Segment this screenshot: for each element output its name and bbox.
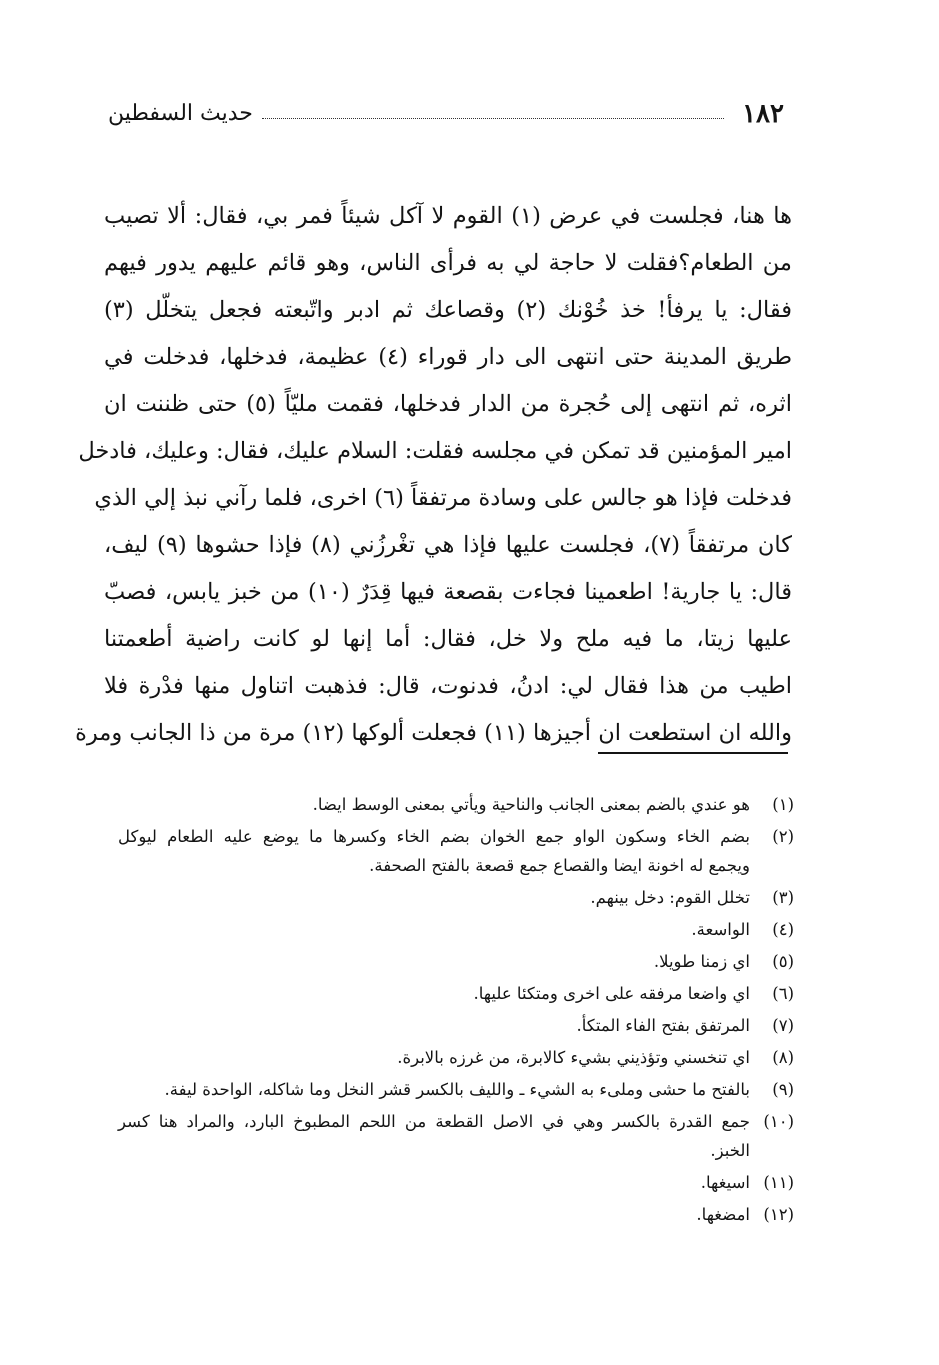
footnote-text: تخلل القوم: دخل بينهم. (590, 888, 750, 907)
page-header (108, 96, 784, 132)
footnote-text: الخبز. (710, 1141, 750, 1160)
footnote-text: اي زمنا طويلا. (653, 952, 750, 971)
footnote-item (118, 1168, 794, 1197)
footnote-text: اي تنخسني وتؤذيني بشيء كالابرة، من غرزه بالابرة. (397, 1048, 750, 1067)
footnote-number: (١٢) (763, 1205, 794, 1224)
text-line: اطيب من هذا فقال لي: ادنُ، فدنوت، قال: فذهبت اتناول منها فدْرة فلا (104, 673, 792, 699)
footnote-text: جمع القدرة بالكسر وهي في الاصل القطعة من اللحم المطبوخ البارد، والمراد هنا كسر (118, 1112, 750, 1131)
footnote-text: بضم الخاء وسكون الواو جمع الخوان بضم الخاء وكسرها ما يوضع عليه الطعام ليوكل (118, 827, 750, 846)
footnote-item (118, 790, 794, 819)
footnote-item (118, 1043, 794, 1072)
text-line: طريق المدينة حتى انتهى الى دار قوراء (٤) عظيمة، فدخلها، فدخلت في (104, 344, 792, 370)
footnote-item (118, 1075, 794, 1104)
footnote-text: هو عندي بالضم بمعنى الجانب والناحية ويأتي بمعنى الوسط ايضا. (312, 795, 750, 814)
footnote-number: (٨) (772, 1048, 794, 1067)
footnote-number: (١١) (763, 1173, 794, 1192)
footnote-item (118, 915, 794, 944)
footnote-item (118, 947, 794, 976)
footnote-text: المرتفق بفتح الفاء المتكأ. (576, 1016, 750, 1035)
footnote-number: (١٠) (763, 1112, 794, 1131)
main-text (75, 193, 792, 757)
footnote-text: بالفتح ما حشى وملىء به الشيء ـ والليف بالكسر قشر النخل وما شاكله، الواحدة ليفة. (164, 1080, 750, 1099)
footnote-text: الواسعة. (691, 920, 750, 939)
footnote-number: (٤) (772, 920, 794, 939)
footnote-item (118, 883, 794, 912)
footnote-number: (١) (772, 795, 794, 814)
footnote-number: (٦) (772, 984, 794, 1003)
text-line: فدخلت فإذا هو جالس على وسادة مرتفقاً (٦) اخرى، فلما رآني نبذ إلي الذي (94, 485, 792, 511)
footnote-number: (٩) (772, 1080, 794, 1099)
footnotes (118, 790, 794, 1232)
footnote-item (118, 822, 794, 880)
footnote-number: (٧) (772, 1016, 794, 1035)
footnote-text: امضغها. (696, 1205, 750, 1224)
footnote-item (118, 979, 794, 1008)
footnote-item (118, 1107, 794, 1165)
footnote-separator (598, 752, 788, 754)
footnote-text: اي واضعا مرفقه على اخرى ومتكئا عليها. (473, 984, 750, 1003)
running-title: حديث السفطين (108, 101, 253, 126)
footnote-number: (٥) (772, 952, 794, 971)
text-line: اثره، ثم انتهى إلى حُجرة من الدار فدخلها، فقمت مليّاً (٥) حتى ظننت ان (104, 391, 792, 417)
footnote-number: (٢) (772, 827, 794, 846)
footnote-item (118, 1011, 794, 1040)
text-line: كان مرتفقاً (٧)، فجلست عليها فإذا هي تغْرزُني (٨) فإذا حشوها (٩) ليف، (104, 532, 792, 558)
text-line: ها هنا، فجلست في عرض (١) القوم لا آكل شيئاً فمر بي، فقال: ألا تصيب (104, 203, 792, 229)
text-line: قال: يا جارية! اطعمينا فجاءت بقصعة فيها قِدَرٌ (١٠) من خبز يابس، فصبّ (104, 579, 792, 605)
footnote-text: اسيغها. (700, 1173, 750, 1192)
text-line: فقال: يا يرفأ! خذ خُوْنك (٢) وقصاعك ثم ادبر واتّبعته فجعل يتخلّل (٣) (104, 297, 792, 323)
text-line: عليها زيتا، ما فيه ملح ولا خل، فقال: أما إنها لو كانت راضية أطعمتنا (104, 626, 792, 652)
text-line: من الطعام؟فقلت لا حاجة لي به فرأى الناس، وهو قائم عليهم يدور فيهم (104, 250, 792, 276)
page-number: ١٨٢ (742, 99, 784, 129)
footnote-item (118, 1200, 794, 1229)
footnote-number: (٣) (772, 888, 794, 907)
footnote-text: ويجمع له اخونة ايضا والقصاع جمع قصعة بالفتح الصحفة. (369, 856, 750, 875)
text-line: امير المؤمنين قد تمكن في مجلسه فقلت: السلام عليك، فقال: وعليك، فادخل (78, 438, 792, 464)
header-dotted-rule (262, 118, 724, 119)
text-line: والله ان استطعت ان أجيزها (١١) فجعلت ألوكها (١٢) مرة من ذا الجانب ومرة (75, 720, 792, 746)
